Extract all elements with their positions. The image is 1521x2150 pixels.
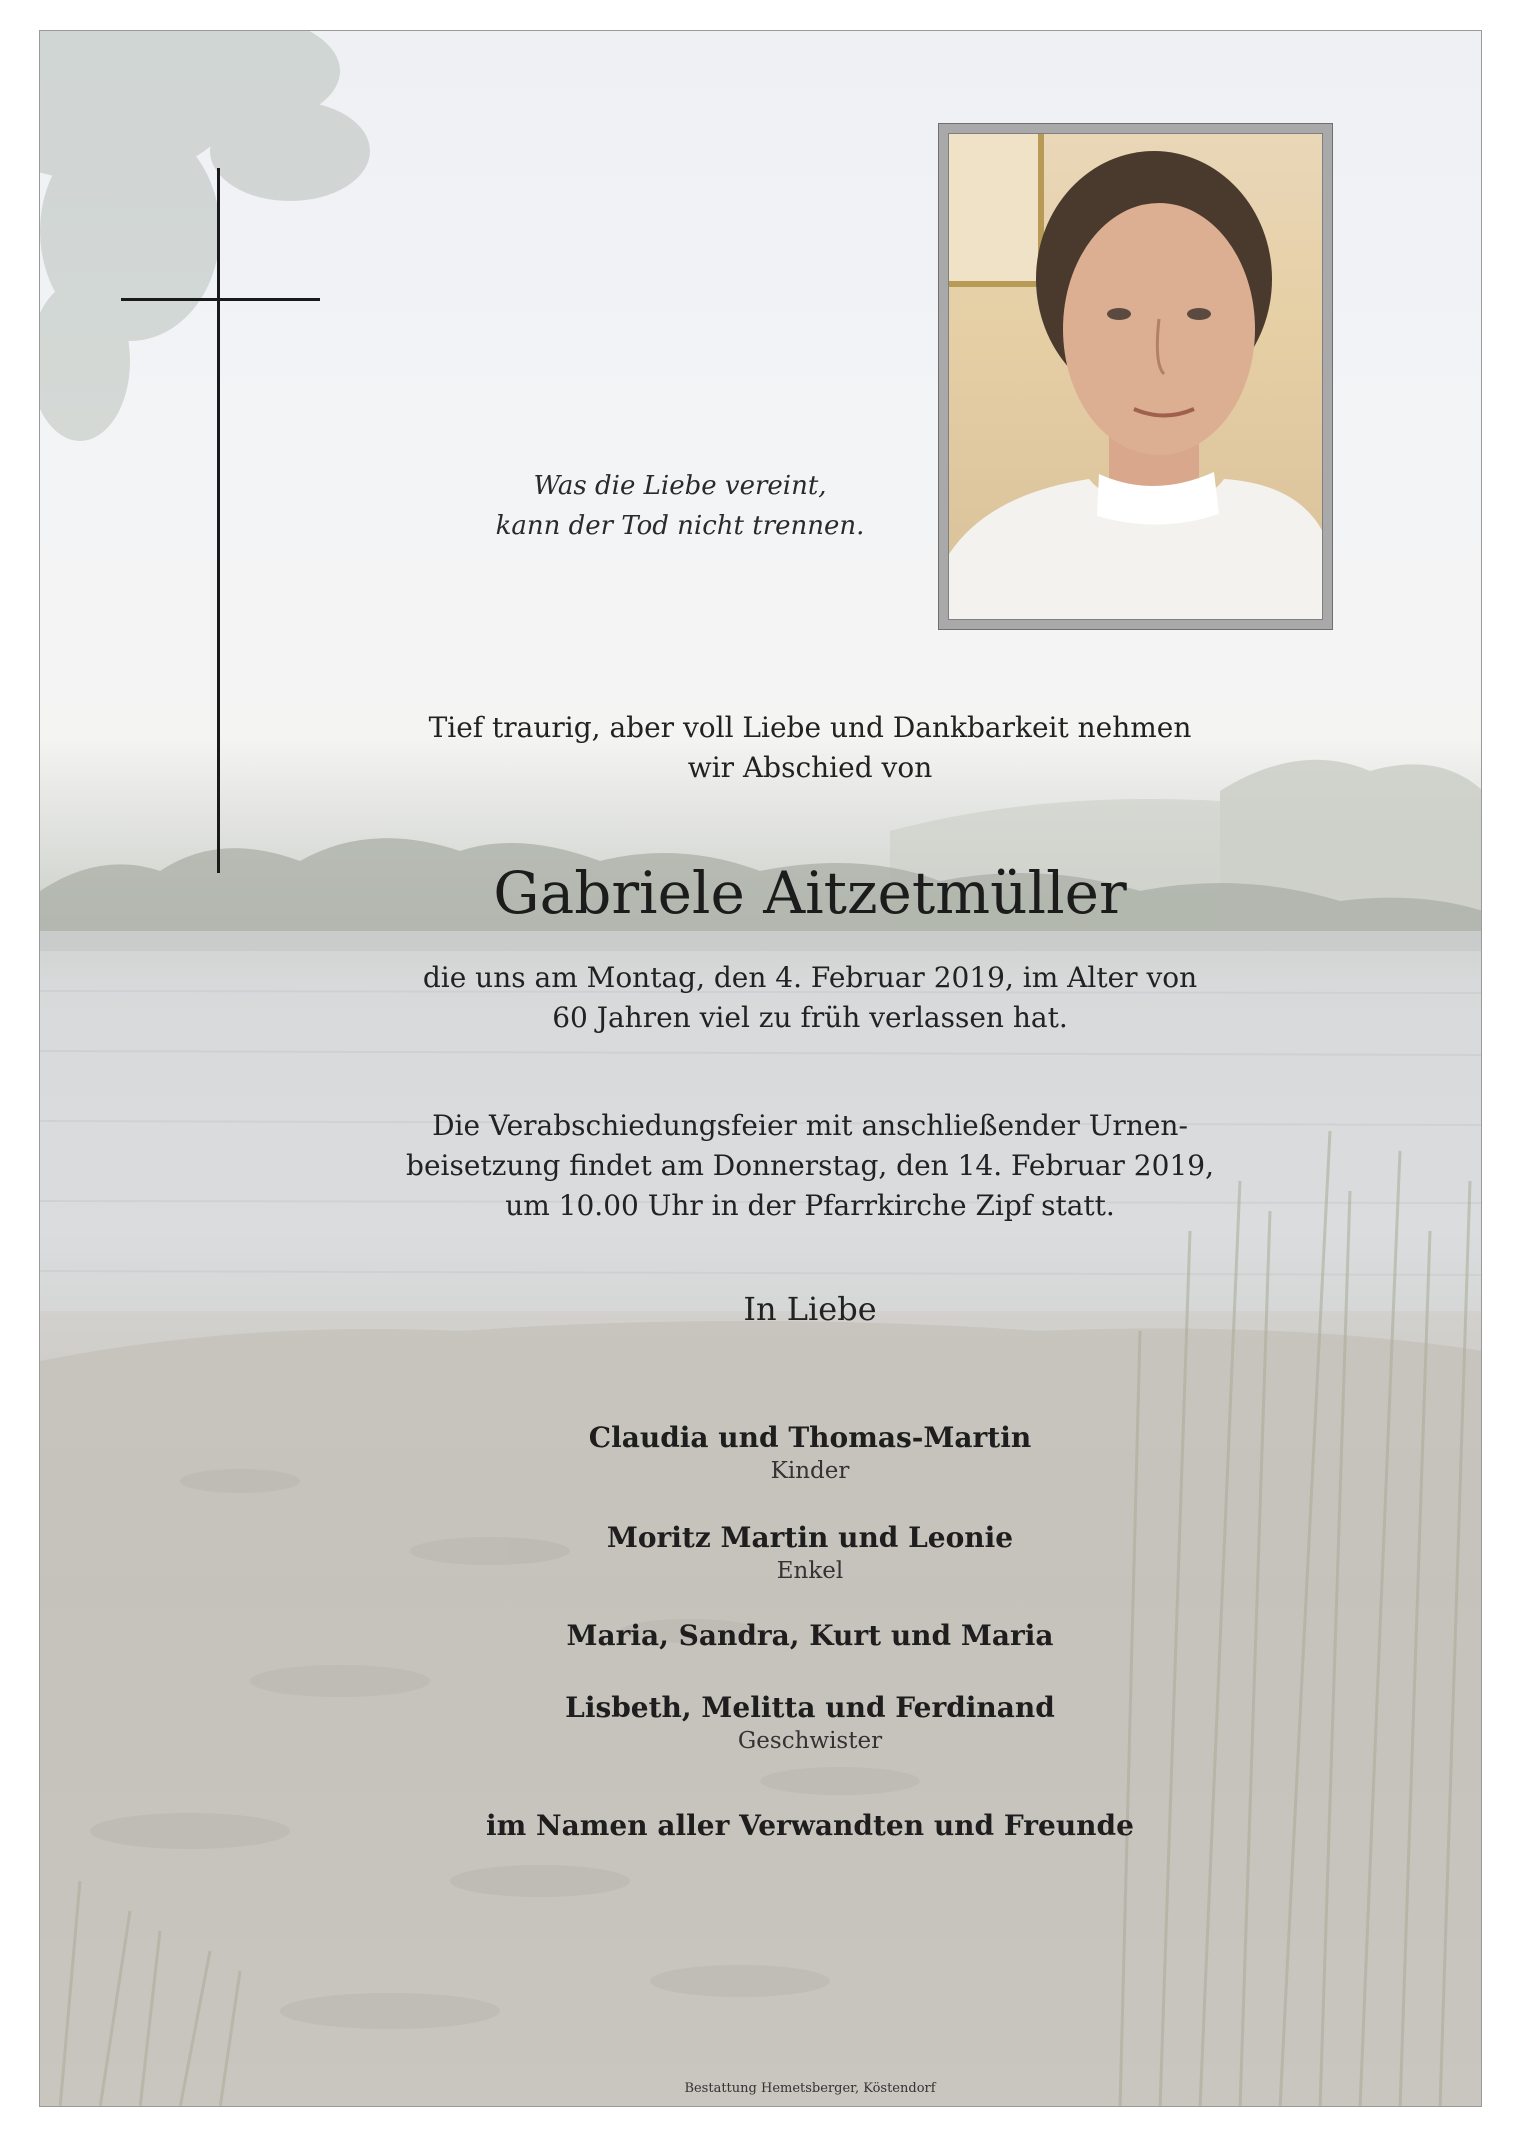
funeral-notice bbox=[400, 1106, 1220, 1226]
death-notice bbox=[400, 958, 1220, 1038]
memorial-quote bbox=[400, 466, 960, 546]
quote-line-2: kann der Tod nicht trennen. bbox=[495, 511, 865, 541]
mourner-names-siblings-1: Maria, Sandra, Kurt und Maria bbox=[566, 1619, 1054, 1652]
portrait-photo bbox=[948, 133, 1323, 620]
mourner-relation-grandchildren: Enkel bbox=[776, 1558, 844, 1584]
closing-phrase: In Liebe bbox=[743, 1290, 877, 1328]
deceased-name: Gabriele Aitzetmüller bbox=[493, 859, 1127, 927]
cross-icon bbox=[217, 168, 220, 873]
mourner-names-all: im Namen aller Verwandten und Freunde bbox=[486, 1809, 1134, 1842]
death-line-2: 60 Jahren viel zu früh verlassen hat. bbox=[552, 1001, 1068, 1034]
mourner-names-siblings-2: Lisbeth, Melitta und Ferdinand bbox=[565, 1691, 1055, 1724]
portrait-frame bbox=[938, 123, 1333, 630]
funeral-line-2: beisetzung findet am Donnerstag, den 14. Februar 2019, bbox=[406, 1149, 1214, 1182]
intro-line-2: wir Abschied von bbox=[687, 751, 933, 784]
mourner-names-grandchildren: Moritz Martin und Leonie bbox=[606, 1521, 1014, 1554]
portrait-illustration bbox=[949, 134, 1323, 620]
intro-line-1: Tief traurig, aber voll Liebe und Dankbarkeit nehmen bbox=[428, 711, 1192, 744]
funeral-line-1: Die Verabschiedungsfeier mit anschließender Urnen- bbox=[432, 1109, 1188, 1142]
undertaker-footer: Bestattung Hemetsberger, Köstendorf bbox=[684, 2081, 936, 2096]
death-line-1: die uns am Montag, den 4. Februar 2019, im Alter von bbox=[422, 961, 1198, 994]
intro-text bbox=[400, 708, 1220, 788]
mourner-relation-siblings: Geschwister bbox=[737, 1728, 883, 1754]
mourner-names-children: Claudia und Thomas-Martin bbox=[588, 1421, 1032, 1454]
mourner-relation-children: Kinder bbox=[770, 1458, 850, 1484]
cross-icon-bar bbox=[121, 298, 320, 301]
quote-line-1: Was die Liebe vereint, bbox=[533, 471, 827, 501]
funeral-line-3: um 10.00 Uhr in der Pfarrkirche Zipf statt. bbox=[505, 1189, 1115, 1222]
